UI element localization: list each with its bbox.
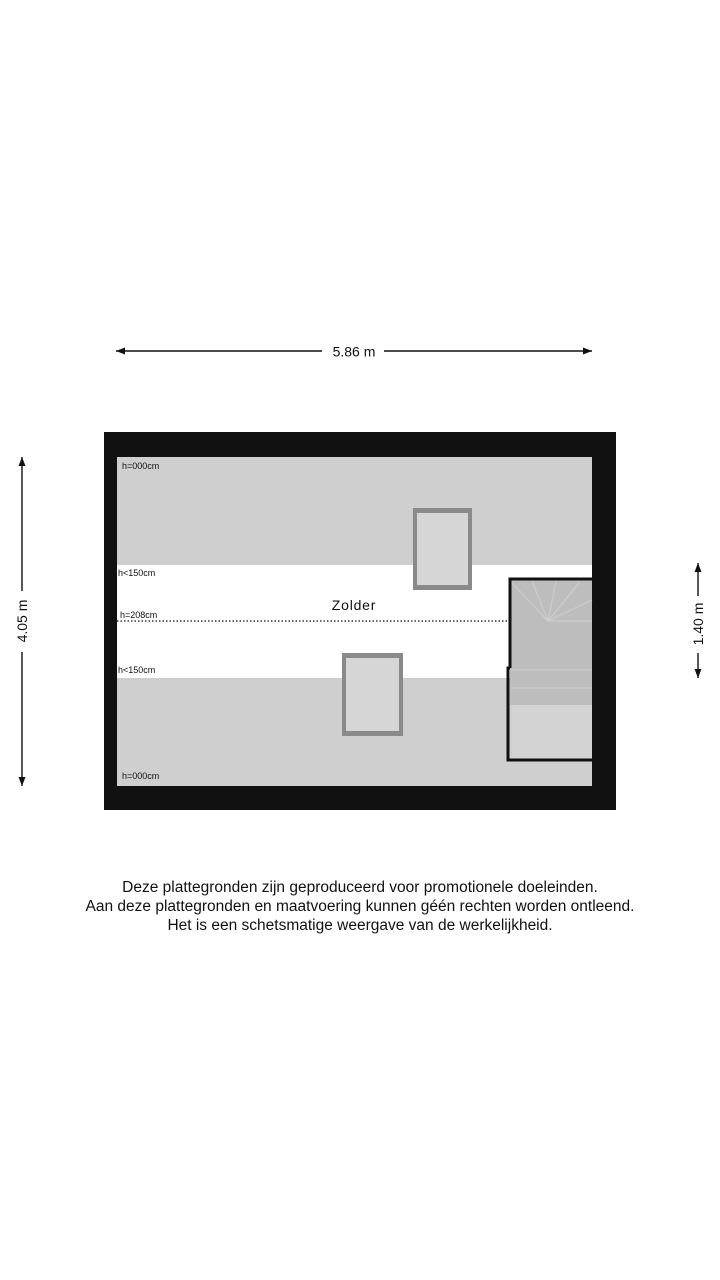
disclaimer-line: Deze plattegronden zijn geproduceerd voor promotionele doeleinden. — [122, 879, 598, 896]
staircase-landing — [512, 705, 592, 759]
disclaimer — [0, 878, 720, 935]
disclaimer-line: Het is een schetsmatige weergave van de werkelijkheid. — [167, 917, 553, 934]
height-label-bottom-edge: h=000cm — [122, 771, 160, 781]
height-label-upper-slope: h<150cm — [118, 568, 156, 578]
skylight-bottom — [342, 653, 403, 736]
depth-dimension — [14, 457, 30, 786]
skylight-glass — [417, 513, 468, 585]
width-dimension — [116, 344, 592, 360]
depth-dimension-label: 4.05 m — [14, 599, 30, 643]
height-label-lower-slope: h<150cm — [118, 665, 156, 675]
staircase-icon — [510, 580, 592, 705]
width-dimension-label: 5.86 m — [332, 343, 376, 360]
room-name: Zolder — [331, 597, 377, 613]
skylight-glass — [346, 658, 399, 731]
disclaimer-line: Aan deze plattegronden en maatvoering kunnen géén rechten worden ontleend. — [85, 898, 635, 915]
stair-dimension — [690, 563, 706, 678]
staircase — [508, 579, 592, 760]
height-label-top-edge: h=000cm — [122, 461, 160, 471]
low-ceiling-area-top — [117, 457, 592, 565]
skylight-top — [413, 508, 472, 590]
height-label-ridge: h=208cm — [120, 610, 158, 620]
stair-dimension-label: 1.40 m — [690, 602, 706, 646]
